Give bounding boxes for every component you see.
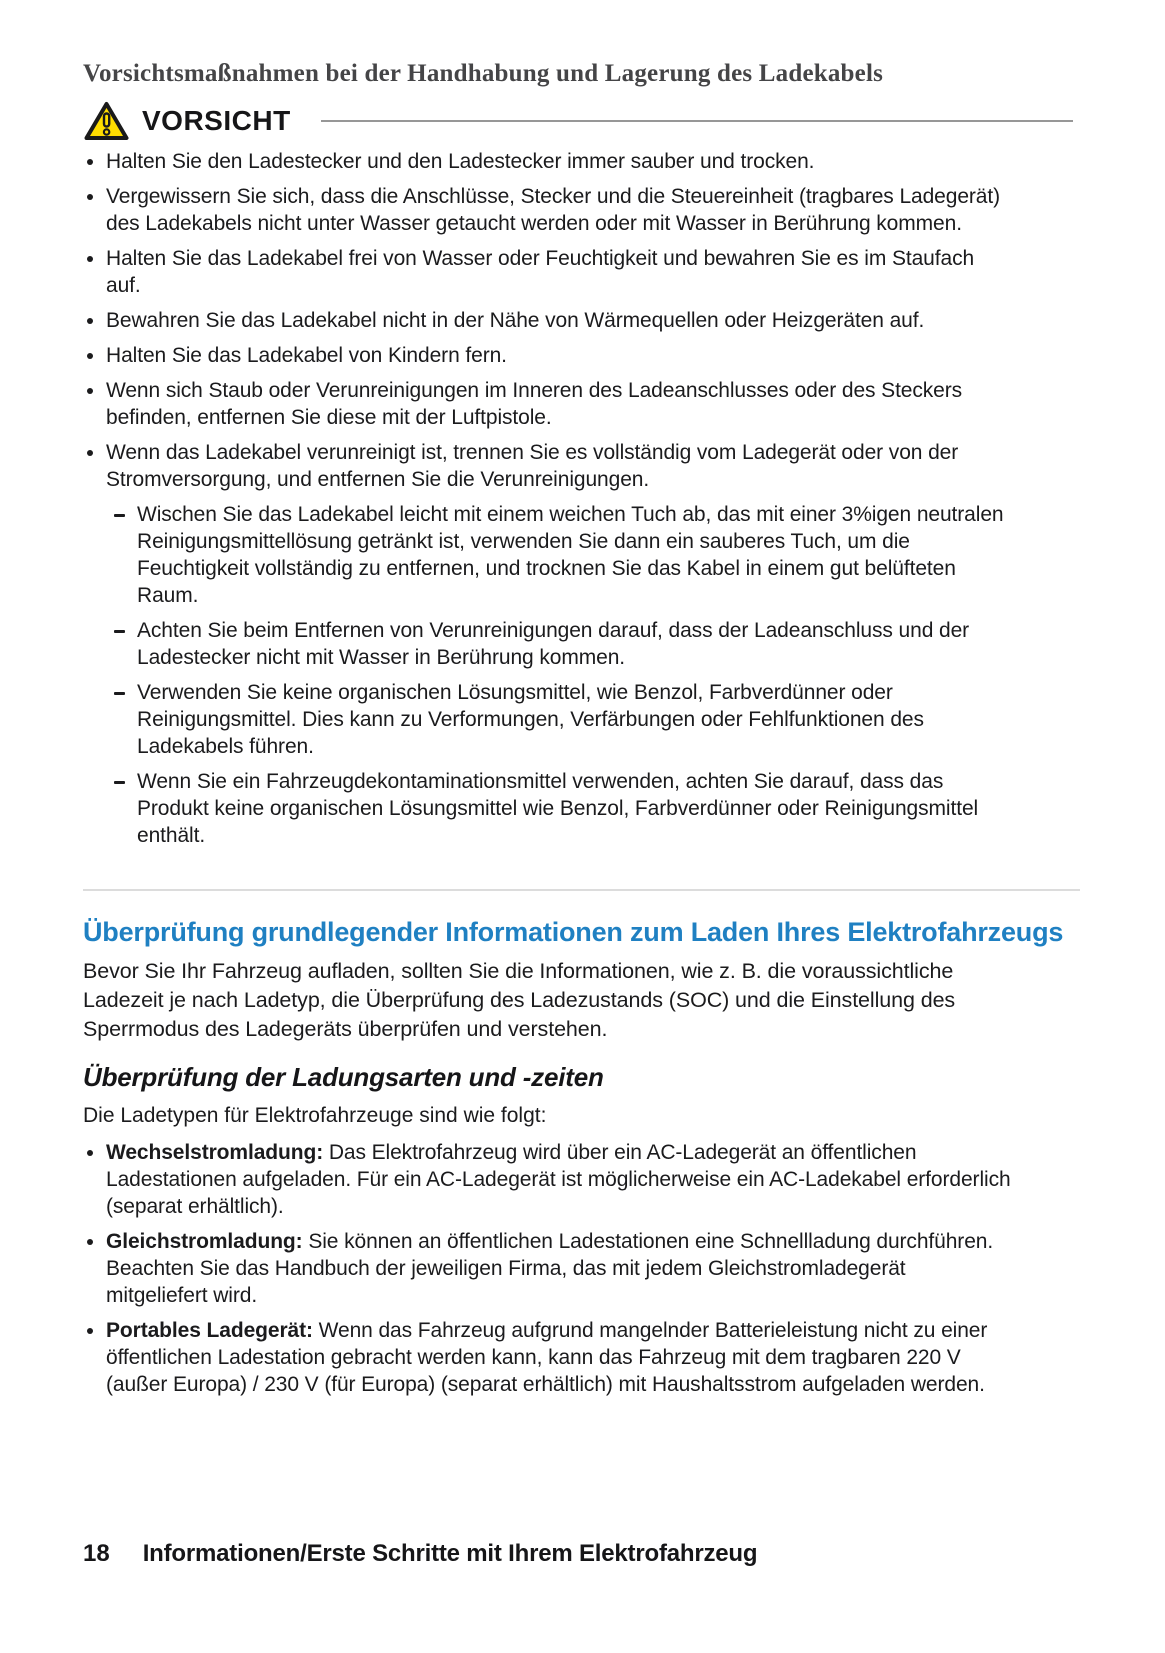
- caution-sublist: [106, 501, 1011, 849]
- caution-label: VORSICHT: [142, 105, 291, 136]
- list-item: [83, 148, 1090, 175]
- sub-list-item: [114, 679, 1011, 760]
- list-item-text: Wenn sich Staub oder Verunreinigungen im Inneren des Ladeanschlusses oder des Steckers befinden, entfernen Sie diese mit der Luftpistole.: [106, 379, 963, 429]
- sub-list-item: [114, 501, 1011, 609]
- list-item-text: [106, 1139, 1011, 1220]
- caution-list: [83, 148, 1090, 849]
- warning-triangle-icon: [83, 100, 130, 142]
- bullet-marker: [87, 256, 93, 262]
- subsection-heading: Überprüfung der Ladungsarten und -zeiten: [83, 1062, 604, 1092]
- sub-list-item-text: Wenn Sie ein Fahrzeugdekontaminationsmittel verwenden, achten Sie darauf, dass das Produkt keine organischen Lösungsmittel wie Benzol, Farbverdünner oder Reinigungsmittel enthält.: [137, 770, 979, 847]
- bullet-marker: [87, 450, 93, 456]
- list-item-text: [106, 439, 1011, 849]
- section-divider: [83, 889, 1080, 891]
- list-item-text: Halten Sie das Ladekabel von Kindern fern.: [106, 344, 507, 367]
- dash-marker: [114, 781, 125, 784]
- list-item-text: Halten Sie den Ladestecker und den Ladestecker immer sauber und trocken.: [106, 150, 815, 173]
- subsection-lead: Die Ladetypen für Elektrofahrzeuge sind wie folgt:: [83, 1104, 547, 1127]
- list-item: [83, 245, 1090, 299]
- list-item: [83, 1317, 1090, 1398]
- list-item-text: Vergewissern Sie sich, dass die Anschlüsse, Stecker und die Steuereinheit (tragbares Ladegerät) des Ladekabels nicht unter Wasser getaucht werden oder mit Wasser in Berührung kommen.: [106, 185, 1001, 235]
- charging-type-label: Portables Ladegerät:: [106, 1319, 313, 1342]
- list-item-text: [106, 1228, 1011, 1309]
- list-item: [83, 342, 1090, 369]
- list-item: [83, 183, 1090, 237]
- charging-type-text: Das Elektrofahrzeug wird über ein AC-Ladegerät an öffentlichen Ladestationen aufgeladen. Für ein AC-Ladegerät ist möglicherweise ein AC-Ladekabel erforderlich (separat erhältlich).: [106, 1141, 1011, 1218]
- dash-marker: [114, 692, 125, 695]
- bullet-marker: [87, 318, 93, 324]
- caution-rule: [321, 120, 1073, 122]
- sub-list-item-text: Wischen Sie das Ladekabel leicht mit einem weichen Tuch ab, das mit einer 3%igen neutralen Reinigungsmittellösung getränkt ist, verwenden Sie dann ein sauberes Tuch, um die Feuchtigkeit vollständig zu entfernen, und trocknen Sie das Kabel in einem gut belüfteten Raum.: [137, 503, 1004, 607]
- list-item: [83, 1139, 1090, 1220]
- list-item: [83, 377, 1090, 431]
- list-item-text: Halten Sie das Ladekabel frei von Wasser oder Feuchtigkeit und bewahren Sie es im Staufach auf.: [106, 247, 975, 297]
- page-title: Vorsichtsmaßnahmen bei der Handhabung und Lagerung des Ladekabels: [83, 60, 884, 87]
- charging-types-list: [83, 1139, 1090, 1398]
- charging-type-label: Gleichstromladung:: [106, 1230, 303, 1253]
- bullet-marker: [87, 1328, 93, 1334]
- sub-list-item: [114, 768, 1011, 849]
- list-item-text: [106, 1317, 1011, 1398]
- list-item: [83, 1228, 1090, 1309]
- list-item: [83, 439, 1090, 849]
- bullet-marker: [87, 1239, 93, 1245]
- sub-list-item-text: Achten Sie beim Entfernen von Verunreinigungen darauf, dass der Ladeanschluss und der Ladestecker nicht mit Wasser in Berührung kommen.: [137, 619, 970, 669]
- list-item-main-text: Wenn das Ladekabel verunreinigt ist, trennen Sie es vollständig vom Ladegerät oder von der Stromversorgung, und entfernen Sie die Verunreinigungen.: [106, 441, 959, 491]
- list-item: [83, 307, 1090, 334]
- bullet-marker: [87, 353, 93, 359]
- charging-type-text: Wenn das Fahrzeug aufgrund mangelnder Batterieleistung nicht zu einer öffentlichen Ladestation gebracht werden kann, kann das Fahrzeug mit dem tragbaren 220 V (außer Europa) / 230 V (für Europa) (separat erhältlich) mit Haushaltsstrom aufgeladen werden.: [106, 1319, 988, 1396]
- section-heading: Überprüfung grundlegender Informationen zum Laden Ihres Elektrofahrzeugs: [83, 917, 1064, 947]
- charging-type-text: Sie können an öffentlichen Ladestationen eine Schnellladung durchführen. Beachten Sie das Handbuch der jeweiligen Firma, das mit jedem Gleichstromladegerät mitgeliefert wird.: [106, 1230, 994, 1307]
- footer-chapter-title: Informationen/Erste Schritte mit Ihrem Elektrofahrzeug: [142, 1540, 758, 1567]
- sub-list-item-text: Verwenden Sie keine organischen Lösungsmittel, wie Benzol, Farbverdünner oder Reinigungsmittel. Dies kann zu Verformungen, Verfärbungen oder Fehlfunktionen des Ladekabels führen.: [137, 681, 924, 758]
- bullet-marker: [87, 388, 93, 394]
- charging-type-label: Wechselstromladung:: [106, 1141, 324, 1164]
- page-number: 18: [83, 1540, 110, 1567]
- sub-list-item: [114, 617, 1011, 671]
- bullet-marker: [87, 1150, 93, 1156]
- bullet-marker: [87, 194, 93, 200]
- dash-marker: [114, 630, 125, 633]
- page-footer: [83, 1540, 757, 1568]
- caution-header: [83, 98, 1090, 144]
- bullet-marker: [87, 159, 93, 165]
- list-item-text: Bewahren Sie das Ladekabel nicht in der Nähe von Wärmequellen oder Heizgeräten auf.: [106, 309, 925, 332]
- section-intro: Bevor Sie Ihr Fahrzeug aufladen, sollten Sie die Informationen, wie z. B. die voraussichtliche Ladezeit je nach Ladetyp, die Überprüfung des Ladezustands (SOC) und die Einstellung des Sperrmodus des Ladegeräts überprüfen und verstehen.: [83, 959, 956, 1041]
- dash-marker: [114, 514, 125, 517]
